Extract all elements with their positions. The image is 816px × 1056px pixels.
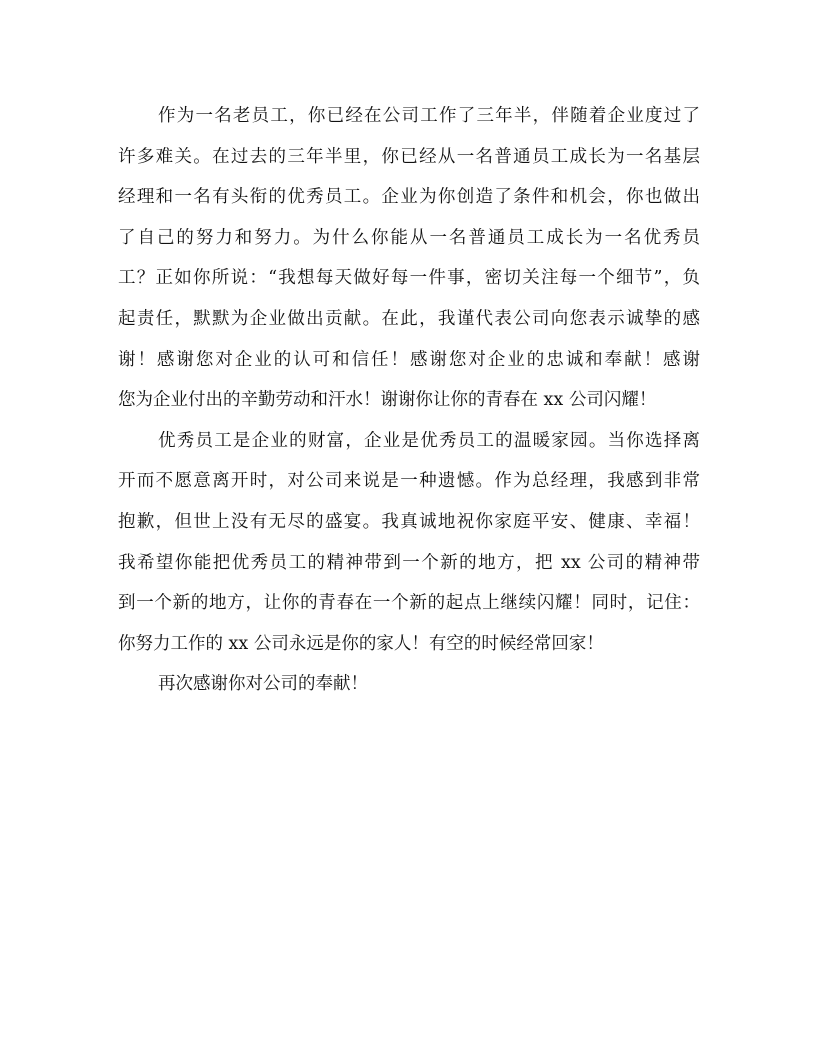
letter-body (118, 96, 700, 705)
text-line: 我希望你能把优秀员工的精神带到一个新的地方，把 xx 公司的精神带 (118, 552, 700, 573)
text-line: 经理和一名有头衔的优秀员工。企业为你创造了条件和机会，你也做出 (118, 187, 700, 208)
text-line: 谢！感谢您对企业的认可和信任！感谢您对企业的忠诚和奉献！感谢 (118, 349, 700, 370)
text-line: 再次感谢你对公司的奉献！ (158, 674, 368, 695)
text-line: 许多难关。在过去的三年半里，你已经从一名普通员工成长为一名基层 (118, 146, 700, 167)
paragraph-2 (118, 421, 700, 665)
text-line: 你努力工作的 xx 公司永远是你的家人！有空的时候经常回家！ (118, 633, 604, 654)
text-line: 优秀员工是企业的财富，企业是优秀员工的温暖家园。当你选择离 (158, 430, 700, 451)
paragraph-1 (118, 96, 700, 421)
text-line: 到一个新的地方，让你的青春在一个新的起点上继续闪耀！同时，记住： (118, 593, 700, 614)
text-line: 起责任，默默为企业做出贡献。在此，我谨代表公司向您表示诚挚的感 (118, 308, 700, 329)
text-line: 了自己的努力和努力。为什么你能从一名普通员工成长为一名优秀员 (118, 227, 700, 248)
paragraph-3 (118, 664, 700, 705)
text-line: 开而不愿意离开时，对公司来说是一种遗憾。作为总经理，我感到非常 (118, 471, 700, 492)
text-line: 作为一名老员工，你已经在公司工作了三年半，伴随着企业度过了 (158, 106, 700, 126)
text-line: 抱歉，但世上没有无尽的盛宴。我真诚地祝你家庭平安、健康、幸福！ (118, 511, 700, 532)
text-line: 工？正如你所说：“我想每天做好每一件事，密切关注每一个细节”，负 (118, 268, 700, 289)
text-line: 您为企业付出的辛勤劳动和汗水！谢谢你让你的青春在 xx 公司闪耀！ (118, 390, 657, 411)
